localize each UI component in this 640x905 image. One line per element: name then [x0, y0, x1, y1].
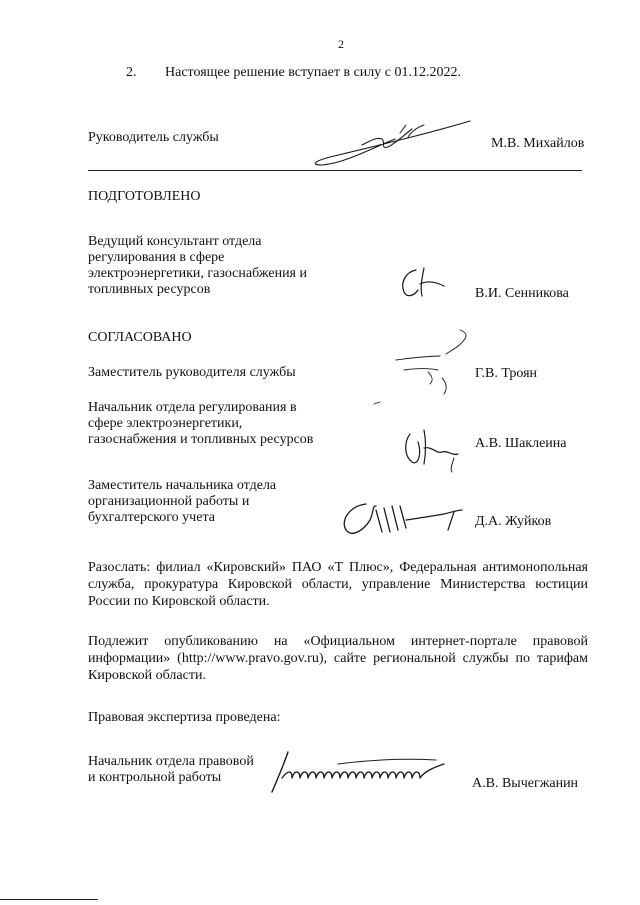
clause-text: Настоящее решение вступает в силу с 01.12.2022.: [165, 65, 461, 80]
footer-line: [0, 899, 98, 900]
position-line: Заместитель начальника отдела: [88, 478, 277, 493]
divider-line: [88, 170, 582, 171]
legal-review-position: [88, 754, 254, 786]
position-line: Начальник отдела правовой: [88, 754, 254, 769]
prepared-signature: [398, 266, 448, 300]
position-line: Ведущий консультант отдела: [88, 234, 262, 249]
signatory-signature: [336, 496, 464, 542]
head-title: Руководитель службы: [88, 130, 219, 145]
signatory-name: Г.В. Троян: [475, 366, 538, 381]
legal-review-name: А.В. Вычегжанин: [472, 776, 579, 791]
signatory-name: Д.А. Жуйков: [475, 514, 552, 529]
signatory-name: А.В. Шаклеина: [475, 436, 567, 451]
prepared-heading: ПОДГОТОВЛЕНО: [88, 189, 201, 204]
prepared-position: [88, 234, 307, 298]
position-line: регулирования в сфере: [88, 250, 225, 265]
legal-review-statement: Правовая экспертиза проведена:: [88, 710, 281, 725]
head-name: М.В. Михайлов: [491, 136, 585, 151]
position-line: электроэнергетики, газоснабжения и: [88, 266, 307, 281]
agreed-heading: СОГЛАСОВАНО: [88, 330, 192, 345]
clause-number: 2.: [126, 65, 137, 80]
signatory-position: [88, 400, 313, 448]
signatory-position: Заместитель руководителя службы: [88, 365, 296, 380]
position-line: организационной работы и: [88, 494, 250, 509]
prepared-name: В.И. Сенникова: [475, 286, 569, 301]
position-line: топливных ресурсов: [88, 282, 211, 297]
position-line: бухгалтерского учета: [88, 510, 215, 525]
head-signature: [300, 115, 480, 175]
publication-text: Подлежит опубликованию на «Официальном интернет-портале правовой информации» (http://www.pravo.gov.ru), сайте региональной службы по тарифам Кировской области.: [88, 634, 588, 683]
position-line: газоснабжения и топливных ресурсов: [88, 432, 314, 447]
signatory-signature: [400, 424, 462, 474]
distribution-text: Разослать: филиал «Кировский» ПАО «Т Плюс», Федеральная антимонопольная служба, прокуратура Кировской области, управление Министерства юстиции России по Кировской области.: [88, 560, 588, 609]
position-line: Начальник отдела регулирования в: [88, 400, 297, 415]
position-line: и контрольной работы: [88, 770, 222, 785]
legal-review-signature: [268, 748, 458, 796]
position-line: сфере электроэнергетики,: [88, 416, 243, 431]
page-number: 2: [338, 37, 344, 51]
signatory-signature: [368, 326, 478, 406]
signatory-position: [88, 478, 276, 526]
